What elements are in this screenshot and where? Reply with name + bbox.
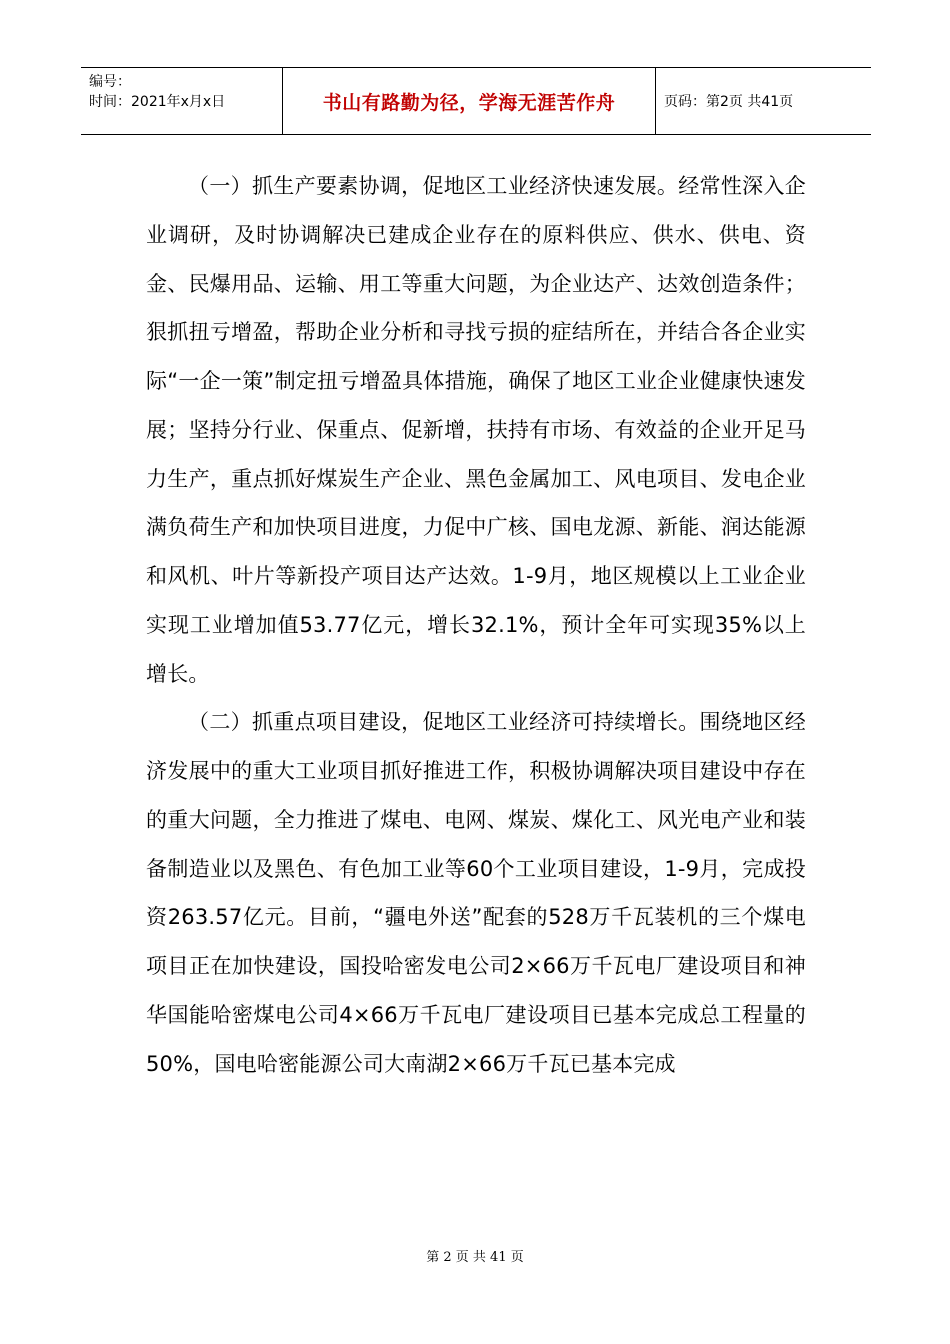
header-meta-cell — [81, 68, 283, 134]
header-page-info: 页码：第2页 共41页 — [664, 94, 794, 110]
header-motto-cell — [283, 68, 656, 134]
header-page-cell — [656, 68, 871, 134]
paragraph: （二）抓重点项目建设，促地区工业经济可持续增长。围绕地区经济发展中的重大工业项目抓好推进工作，积极协调解决项目建设中存在的重大问题，全力推进了煤电、电网、煤炭、煤化工、风光电产业和装备制造业以及黑色、有色加工业等60个工业项目建设，1-9月，完成投资263.57亿元。目前，“疆电外送”配套的528万千瓦装机的三个煤电项目正在加快建设，国投哈密发电公司2×66万千瓦电厂建设项目和神华国能哈密煤电公司4×66万千瓦电厂建设项目已基本完成总工程量的50%，国电哈密能源公司大南湖2×66万千瓦已基本完成 — [146, 710, 806, 1076]
document-body — [146, 162, 806, 1088]
document-number-label: 编号： — [89, 74, 131, 90]
page-header — [81, 67, 871, 135]
paragraph: （一）抓生产要素协调，促地区工业经济快速发展。经常性深入企业调研，及时协调解决已建成企业存在的原料供应、供水、供电、资金、民爆用品、运输、用工等重大问题，为企业达产、达效创造条件；狠抓扭亏增盈，帮助企业分析和寻找亏损的症结所在，并结合各企业实际“一企一策”制定扭亏增盈具体措施，确保了地区工业企业健康快速发展；坚持分行业、保重点、促新增，扶持有市场、有效益的企业开足马力生产，重点抓好煤炭生产企业、黑色金属加工、风电项目、发电企业满负荷生产和加快项目进度，力促中广核、国电龙源、新能、润达能源和风机、叶片等新投产项目达产达效。1-9月，地区规模以上工业企业实现工业增加值53.77亿元，增长32.1%，预计全年可实现35%以上增长。 — [146, 174, 806, 686]
header-motto: 书山有路勤为径，学海无涯苦作舟 — [322, 91, 616, 114]
page-footer: 第 2 页 共 41 页 — [426, 1250, 524, 1265]
document-date: 时间：2021年x月x日 — [89, 94, 226, 110]
